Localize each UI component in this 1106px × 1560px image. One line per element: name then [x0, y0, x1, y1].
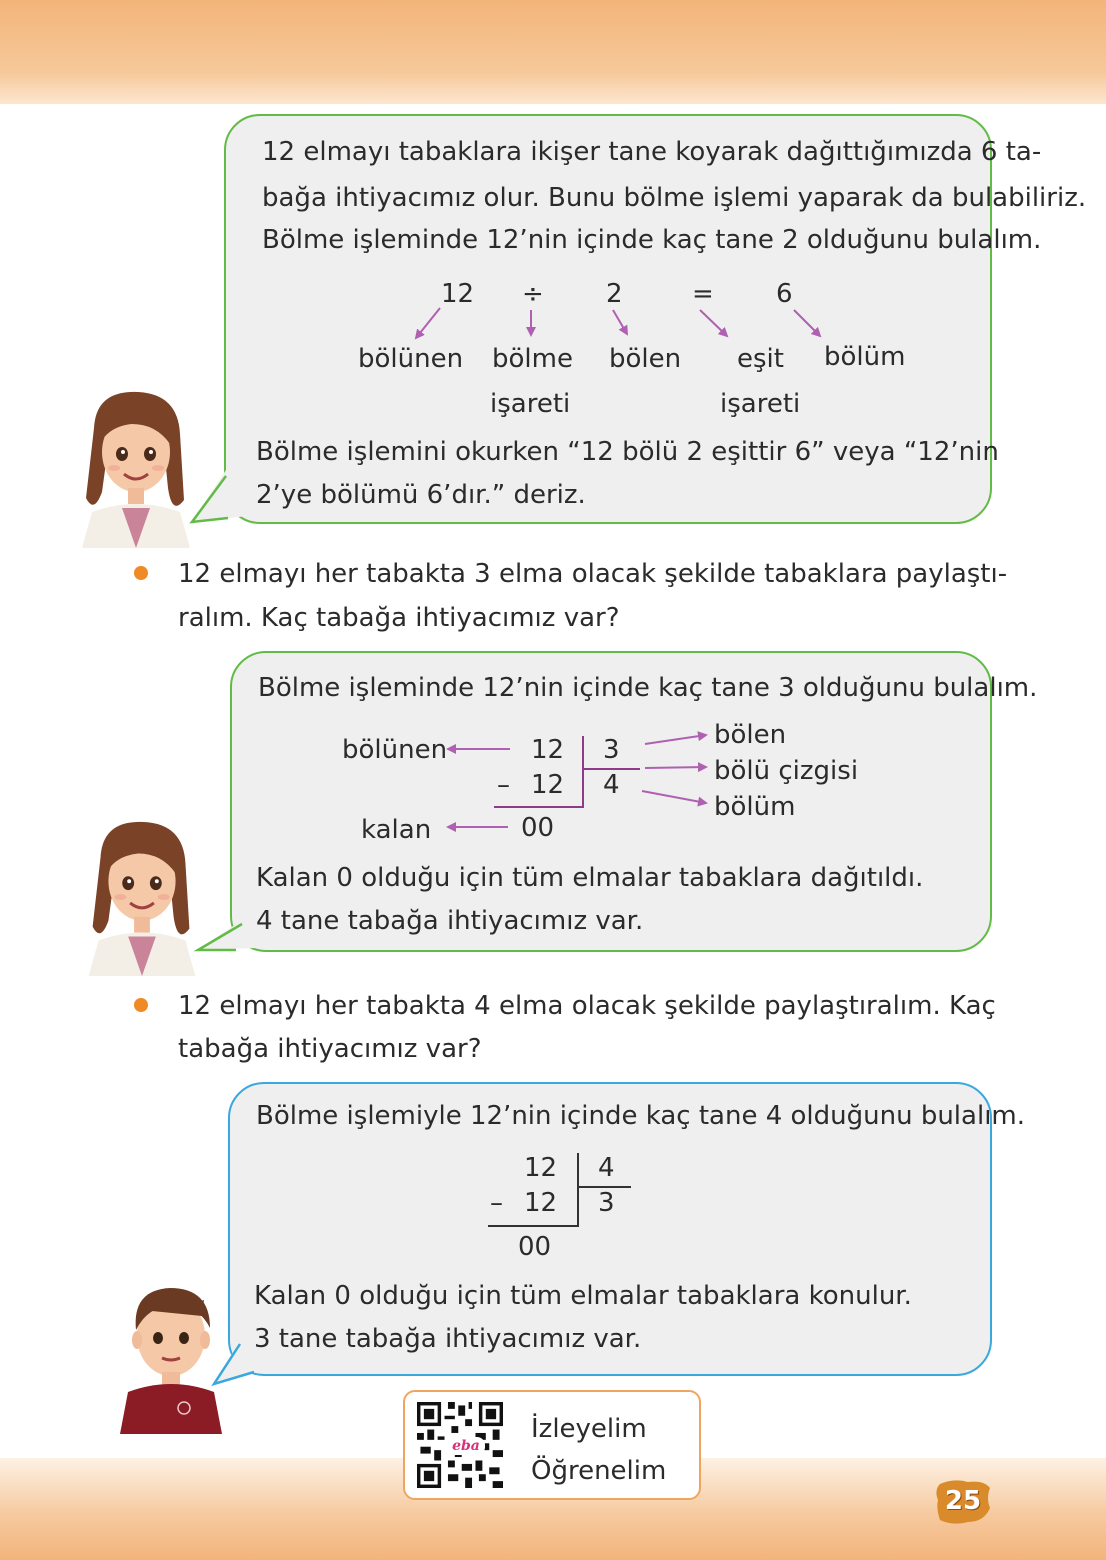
- bubble3-dividend: 12: [524, 1153, 558, 1183]
- label-equals-sign-2: işareti: [720, 389, 801, 419]
- bubble3-division-horizontal-line: [577, 1186, 631, 1188]
- label-division-sign-2: işareti: [490, 389, 571, 419]
- bubble2-label-remainder: kalan: [361, 815, 432, 845]
- bubble1-line-2: bağa ihtiyacımız olur. Bunu bölme işlemi yaparak da bulabiliriz.: [262, 183, 1087, 213]
- bubble1-reading-line-1: Bölme işlemini okurken “12 bölü 2 eşittir 6” veya “12’nin: [256, 437, 999, 467]
- bubble2-division-horizontal-line: [582, 768, 640, 770]
- bullet-point-2: [134, 998, 148, 1012]
- qr-label-watch: İzleyelim: [531, 1414, 647, 1444]
- question1-line-1: 12 elmayı her tabakta 3 elma olacak şekilde tabaklara paylaştı-: [178, 559, 1008, 589]
- bubble3-conclusion-line-2: 3 tane tabağa ihtiyacımız var.: [254, 1324, 642, 1354]
- bubble2-remainder: 00: [521, 813, 555, 843]
- bubble3-minus-sign: –: [490, 1188, 503, 1218]
- equation-quotient: 6: [776, 279, 793, 309]
- bubble2-label-division-line: bölü çizgisi: [714, 756, 859, 786]
- label-quotient: bölüm: [824, 342, 906, 372]
- equation-dividend: 12: [441, 279, 475, 309]
- bubble2-intro: Bölme işleminde 12’nin içinde kaç tane 3 olduğunu bulalım.: [258, 673, 1038, 703]
- bubble2-quotient: 4: [603, 770, 620, 800]
- bubble3-division-vertical-line: [577, 1153, 579, 1225]
- girl-character-illustration: [72, 388, 200, 548]
- bubble2-label-dividend: bölünen: [342, 735, 448, 765]
- question1-line-2: ralım. Kaç tabağa ihtiyacımız var?: [178, 603, 620, 633]
- question2-line-2: tabağa ihtiyacımız var?: [178, 1034, 482, 1064]
- bubble3-remainder: 00: [518, 1232, 552, 1262]
- bubble2-minus-sign: –: [497, 770, 510, 800]
- bubble3-intro: Bölme işlemiyle 12’nin içinde kaç tane 4 olduğunu bulalım.: [256, 1101, 1026, 1131]
- bubble1-reading-line-2: 2’ye bölümü 6’dır.” deriz.: [256, 480, 586, 510]
- bubble3-divisor: 4: [598, 1153, 615, 1183]
- label-equals-sign: eşit: [737, 344, 784, 374]
- equation-equals-sign: =: [692, 279, 714, 309]
- bullet-point-1: [134, 566, 148, 580]
- label-divisor: bölen: [609, 344, 682, 374]
- bubble2-label-quotient: bölüm: [714, 792, 796, 822]
- bubble3-subtraction-line: [488, 1225, 579, 1227]
- bubble2-conclusion-line-1: Kalan 0 olduğu için tüm elmalar tabaklara dağıtıldı.: [256, 863, 924, 893]
- bubble3-subtrahend: 12: [524, 1188, 558, 1218]
- bubble2-dividend: 12: [531, 735, 565, 765]
- girl-character-illustration-2: [78, 818, 206, 976]
- bubble2-divisor: 3: [603, 735, 620, 765]
- bubble2-label-divisor: bölen: [714, 720, 787, 750]
- equation-division-sign: ÷: [522, 279, 544, 309]
- page-number: 25: [944, 1486, 982, 1516]
- bubble1-line-3: Bölme işleminde 12’nin içinde kaç tane 2 olduğunu bulalım.: [262, 225, 1042, 255]
- label-division-sign: bölme: [492, 344, 573, 374]
- top-decorative-band: [0, 0, 1106, 104]
- bubble3-conclusion-line-1: Kalan 0 olduğu için tüm elmalar tabaklara konulur.: [254, 1281, 912, 1311]
- bubble2-subtrahend: 12: [531, 770, 565, 800]
- equation-divisor: 2: [606, 279, 623, 309]
- bubble3-quotient: 3: [598, 1188, 615, 1218]
- boy-character-illustration: [118, 1280, 224, 1434]
- bubble2-conclusion-line-2: 4 tane tabağa ihtiyacımız var.: [256, 906, 644, 936]
- question2-line-1: 12 elmayı her tabakta 4 elma olacak şekilde paylaştıralım. Kaç: [178, 991, 996, 1021]
- bubble2-subtraction-line: [494, 806, 584, 808]
- bubble2-division-vertical-line: [582, 736, 584, 806]
- qr-code-box[interactable]: [403, 1390, 701, 1500]
- label-dividend: bölünen: [358, 344, 464, 374]
- qr-label-learn: Öğrenelim: [531, 1456, 667, 1486]
- qr-eba-badge: eba: [447, 1437, 485, 1455]
- bubble1-line-1: 12 elmayı tabaklara ikişer tane koyarak dağıttığımızda 6 ta-: [262, 137, 1042, 167]
